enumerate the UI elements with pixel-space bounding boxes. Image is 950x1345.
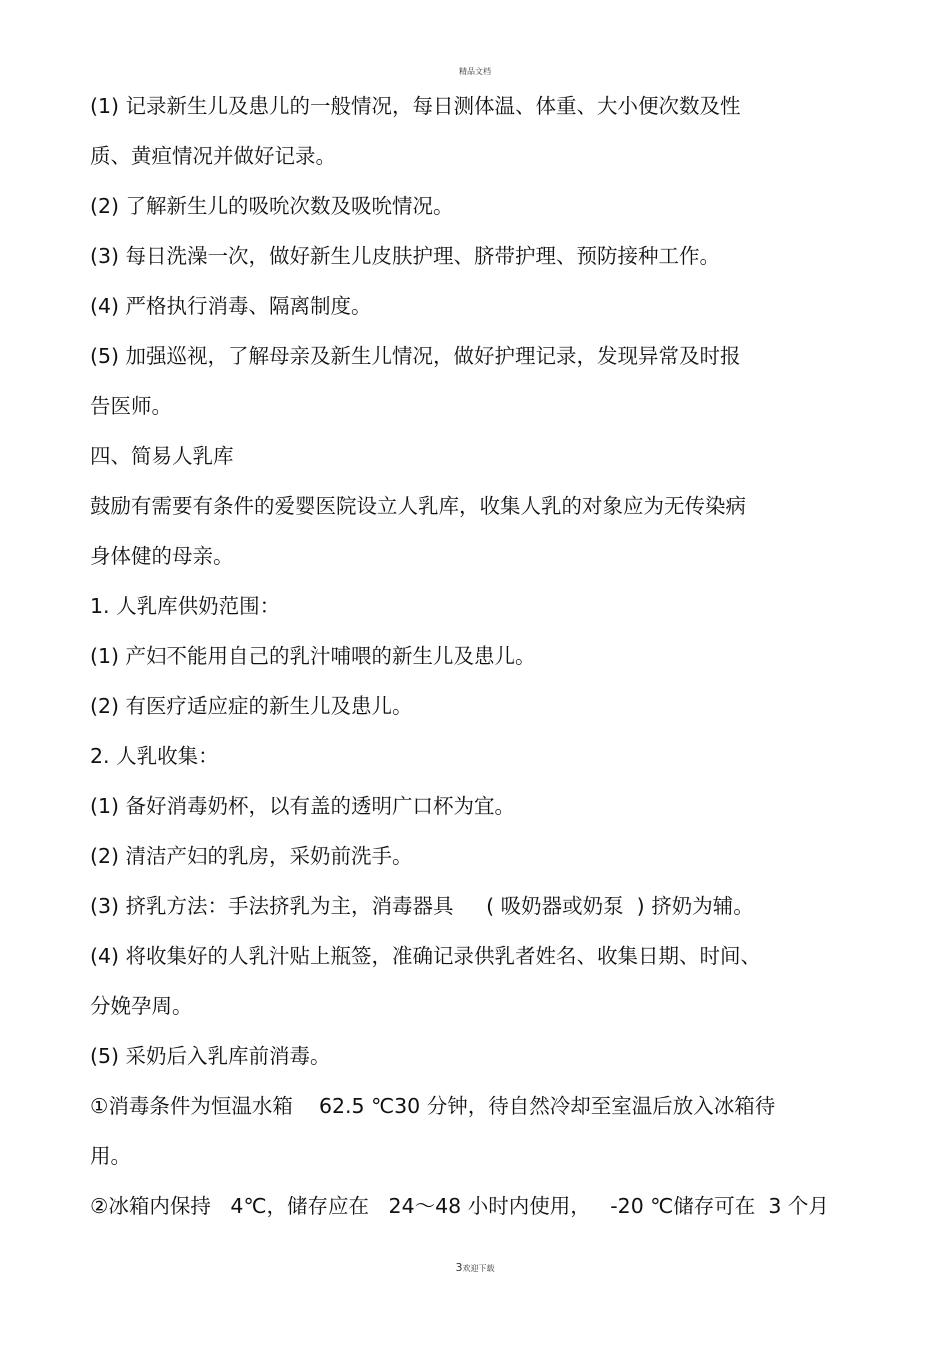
text-line: (4) 严格执行消毒、隔离制度。 [90, 294, 372, 318]
footer-text: 欢迎下载 [462, 1264, 495, 1273]
text-line: (2) 有医疗适应症的新生儿及患儿。 [90, 694, 413, 718]
text-line: 质、黄疸情况并做好记录。 [90, 144, 336, 168]
text-line: 1. 人乳库供奶范围： [90, 594, 281, 618]
text-line: 告医师。 [90, 394, 172, 418]
text-line: ②冰箱内保持 4℃，储存应在 24～48 小时内使用， -20 ℃储存可在 3 个月 [90, 1194, 829, 1218]
text-line: (5) 采奶后入乳库前消毒。 [90, 1044, 331, 1068]
text-line: (4) 将收集好的人乳汁贴上瓶签，准确记录供乳者姓名、收集日期、时间、 [90, 944, 762, 968]
document-body [90, 88, 910, 1238]
text-line: 用。 [90, 1144, 131, 1168]
page-number: 3 [455, 1261, 463, 1274]
text-line: (2) 了解新生儿的吸吮次数及吸吮情况。 [90, 194, 454, 218]
text-line: 身体健的母亲。 [90, 544, 234, 568]
text-line: (3) 每日洗澡一次，做好新生儿皮肤护理、脐带护理、预防接种工作。 [90, 244, 721, 268]
text-line: (5) 加强巡视，了解母亲及新生儿情况，做好护理记录，发现异常及时报 [90, 344, 741, 368]
text-line: (1) 备好消毒奶杯，以有盖的透明广口杯为宜。 [90, 794, 516, 818]
text-line: ①消毒条件为恒温水箱 62.5 ℃30 分钟，待自然冷却至室温后放入冰箱待 [90, 1094, 776, 1118]
text-line: 鼓励有需要有条件的爱婴医院设立人乳库，收集人乳的对象应为无传染病 [90, 494, 746, 518]
page-header: 精品文档 [459, 67, 491, 76]
text-line: 2. 人乳收集： [90, 744, 219, 768]
text-line: 四、简易人乳库 [90, 444, 234, 468]
text-line: (1) 产妇不能用自己的乳汁哺喂的新生儿及患儿。 [90, 644, 536, 668]
text-line: (2) 清洁产妇的乳房，采奶前洗手。 [90, 844, 413, 868]
text-line: (3) 挤乳方法：手法挤乳为主，消毒器具 ( 吸奶器或奶泵 ) 挤奶为辅。 [90, 894, 754, 918]
page-footer [0, 1261, 950, 1274]
text-line: (1) 记录新生儿及患儿的一般情况，每日测体温、体重、大小便次数及性 [90, 94, 741, 118]
text-line: 分娩孕周。 [90, 994, 193, 1018]
